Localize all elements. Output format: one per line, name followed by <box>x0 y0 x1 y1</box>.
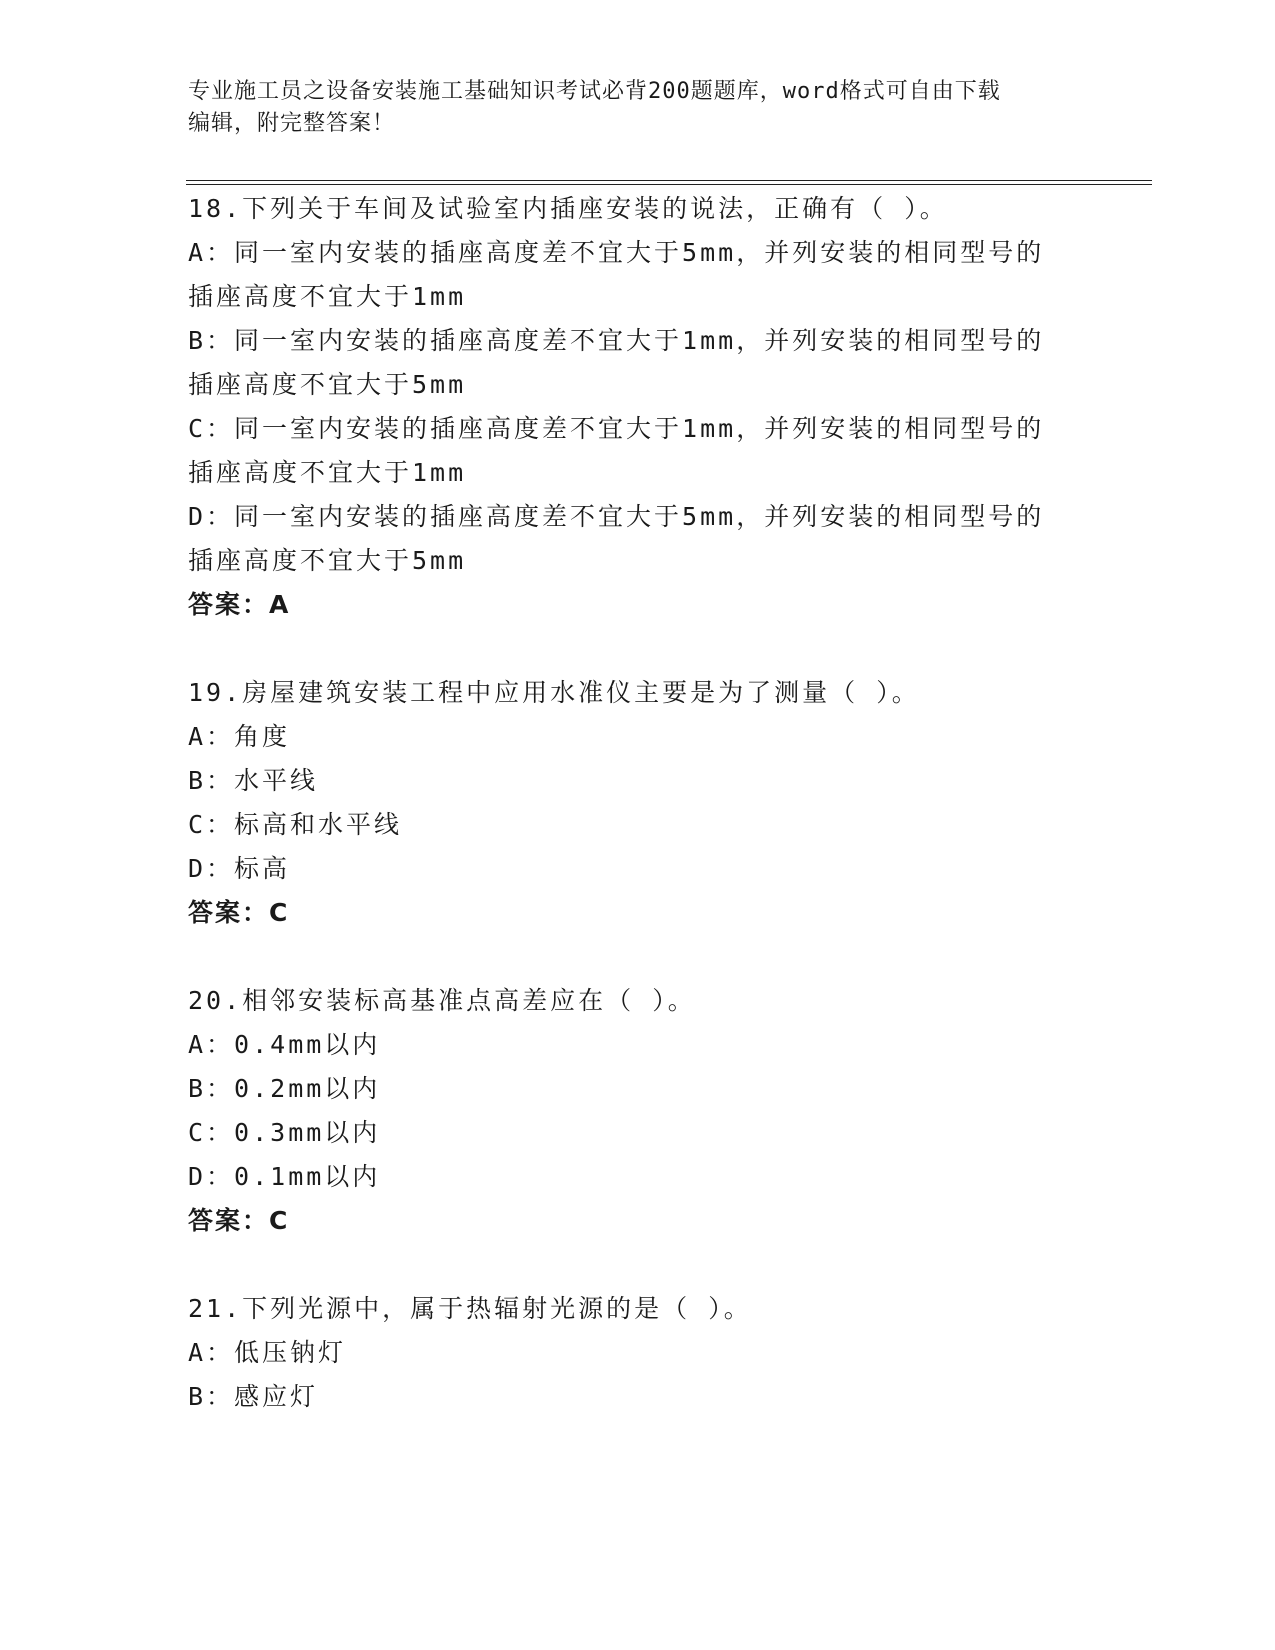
document-title <box>188 76 1088 140</box>
document-title-line-1: 专业施工员之设备安装施工基础知识考试必背200题题库，word格式可自由下载 <box>188 79 1001 104</box>
question-18-option-a: A：同一室内安装的插座高度差不宜大于5mm，并列安装的相同型号的 <box>188 238 1045 267</box>
question-19-stem: 19.房屋建筑安装工程中应用水准仪主要是为了测量（ ）。 <box>188 678 920 707</box>
header-divider-bottom <box>186 184 1152 185</box>
question-21-option-b: B：感应灯 <box>188 1382 319 1411</box>
question-20-answer: 答案：C <box>188 1206 290 1235</box>
question-21-stem: 21.下列光源中，属于热辐射光源的是（ ）。 <box>188 1294 752 1323</box>
header-divider-top <box>186 180 1152 181</box>
question-19-option-a: A：角度 <box>188 722 291 751</box>
question-20-option-c: C：0.3mm以内 <box>188 1118 381 1147</box>
question-19-option-c: C：标高和水平线 <box>188 810 403 839</box>
question-19-option-b: B：水平线 <box>188 766 319 795</box>
question-18-option-c: C：同一室内安装的插座高度差不宜大于1mm，并列安装的相同型号的 <box>188 414 1045 443</box>
question-20-stem: 20.相邻安装标高基准点高差应在（ ）。 <box>188 986 696 1015</box>
question-18-option-d: D：同一室内安装的插座高度差不宜大于5mm，并列安装的相同型号的 <box>188 502 1045 531</box>
question-18-option-a-cont: 插座高度不宜大于1mm <box>188 282 467 311</box>
question-18-option-b: B：同一室内安装的插座高度差不宜大于1mm，并列安装的相同型号的 <box>188 326 1045 355</box>
question-18-option-b-cont: 插座高度不宜大于5mm <box>188 370 467 399</box>
question-18-stem: 18.下列关于车间及试验室内插座安装的说法，正确有（ ）。 <box>188 194 948 223</box>
question-19-option-d: D：标高 <box>188 854 291 883</box>
question-19-answer: 答案：C <box>188 898 290 927</box>
question-21-option-a: A：低压钠灯 <box>188 1338 347 1367</box>
question-18-answer: 答案：A <box>188 590 291 619</box>
question-20-option-b: B：0.2mm以内 <box>188 1074 381 1103</box>
question-20-option-a: A：0.4mm以内 <box>188 1030 381 1059</box>
question-18-option-d-cont: 插座高度不宜大于5mm <box>188 546 467 575</box>
question-18-option-c-cont: 插座高度不宜大于1mm <box>188 458 467 487</box>
question-20-option-d: D：0.1mm以内 <box>188 1162 381 1191</box>
document-title-line-2: 编辑，附完整答案！ <box>188 111 396 136</box>
